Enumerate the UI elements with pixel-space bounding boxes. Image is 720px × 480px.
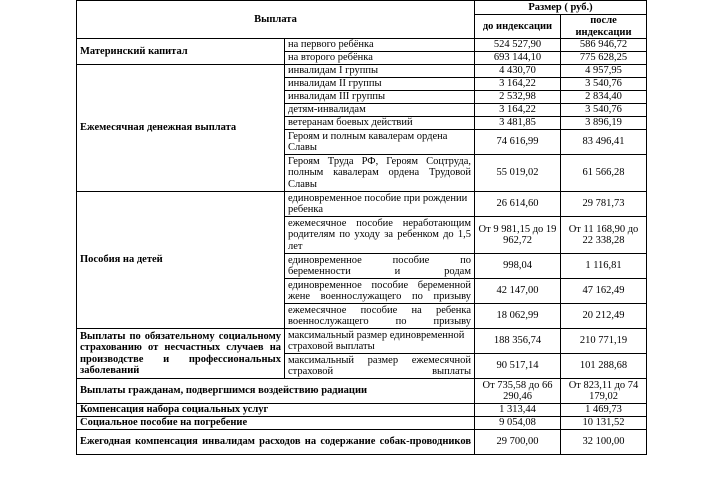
row-after: 1 116,81	[561, 254, 647, 279]
table-row	[77, 404, 647, 417]
row-after: 20 212,49	[561, 304, 647, 329]
row-label: единовременное пособие при рождении ребенка	[285, 192, 475, 217]
header-payment: Выплата	[77, 1, 475, 39]
row-after: 210 771,19	[561, 329, 647, 354]
row-label: Героям и полным кавалерам ордена Славы	[285, 130, 475, 155]
table-row	[77, 430, 647, 455]
row-after: 2 834,40	[561, 91, 647, 104]
row-after: 586 946,72	[561, 39, 647, 52]
payments-table	[76, 0, 647, 455]
table-row	[77, 65, 647, 78]
row-after: 61 566,28	[561, 155, 647, 192]
row-before: 188 356,74	[475, 329, 561, 354]
group-injury: Выплаты по обязательному социальному страхованию от несчастных случаев на производстве и профессиональных заболеваний	[77, 329, 285, 379]
row-before: 26 614,60	[475, 192, 561, 217]
header-before: до индексации	[475, 15, 561, 39]
row-before: 74 616,99	[475, 130, 561, 155]
row-label: максимальный размер ежемесячной страховой выплаты	[285, 354, 475, 379]
table-row	[77, 39, 647, 52]
row-after: 29 781,73	[561, 192, 647, 217]
table-row	[77, 192, 647, 217]
row-after: 4 957,95	[561, 65, 647, 78]
row-before: 9 054,08	[475, 417, 561, 430]
row-label: Героям Труда РФ, Героям Соцтруда, полным кавалерам ордена Трудовой Славы	[285, 155, 475, 192]
row-label: единовременное пособие по беременности и родам	[285, 254, 475, 279]
row-after: 1 469,73	[561, 404, 647, 417]
row-label: Ежегодная компенсация инвалидам расходов на содержание собак-проводников	[77, 430, 475, 455]
header-after: после индексации	[561, 15, 647, 39]
row-after: 10 131,52	[561, 417, 647, 430]
group-maternity: Материнский капитал	[77, 39, 285, 65]
row-label: единовременное пособие беременной жене военнослужащего по призыву	[285, 279, 475, 304]
row-before: 90 517,14	[475, 354, 561, 379]
header-size: Размер ( руб.)	[475, 1, 647, 15]
row-after: 3 896,19	[561, 117, 647, 130]
group-monthly: Ежемесячная денежная выплата	[77, 65, 285, 192]
row-label: Компенсация набора социальных услуг	[77, 404, 475, 417]
table-row	[77, 379, 647, 404]
row-label: максимальный размер единовременной страховой выплаты	[285, 329, 475, 354]
row-label: инвалидам I группы	[285, 65, 475, 78]
row-before: 693 144,10	[475, 52, 561, 65]
row-after: 3 540,76	[561, 104, 647, 117]
row-label: детям-инвалидам	[285, 104, 475, 117]
row-before: 55 019,02	[475, 155, 561, 192]
row-before: 2 532,98	[475, 91, 561, 104]
row-after: 775 628,25	[561, 52, 647, 65]
row-before: 29 700,00	[475, 430, 561, 455]
row-before: 3 164,22	[475, 78, 561, 91]
row-label: на второго ребёнка	[285, 52, 475, 65]
row-before: 3 481,85	[475, 117, 561, 130]
row-label: на первого ребёнка	[285, 39, 475, 52]
row-before: 18 062,99	[475, 304, 561, 329]
row-before: От 735,58 до 66 290,46	[475, 379, 561, 404]
row-after: От 823,11 до 74 179,02	[561, 379, 647, 404]
row-after: От 11 168,90 до 22 338,28	[561, 217, 647, 254]
row-label: ежемесячное пособие неработающим родителям по уходу за ребенком до 1,5 лет	[285, 217, 475, 254]
row-before: 4 430,70	[475, 65, 561, 78]
row-after: 83 496,41	[561, 130, 647, 155]
header-row	[77, 1, 647, 15]
row-label: ветеранам боевых действий	[285, 117, 475, 130]
row-before: 998,04	[475, 254, 561, 279]
table-row	[77, 329, 647, 354]
row-label: инвалидам II группы	[285, 78, 475, 91]
row-after: 3 540,76	[561, 78, 647, 91]
row-label: Социальное пособие на погребение	[77, 417, 475, 430]
table-row	[77, 417, 647, 430]
row-after: 101 288,68	[561, 354, 647, 379]
row-before: 1 313,44	[475, 404, 561, 417]
row-before: От 9 981,15 до 19 962,72	[475, 217, 561, 254]
group-children: Пособия на детей	[77, 192, 285, 329]
row-after: 47 162,49	[561, 279, 647, 304]
row-label: Выплаты гражданам, подвергшимся воздействию радиации	[77, 379, 475, 404]
row-before: 42 147,00	[475, 279, 561, 304]
row-after: 32 100,00	[561, 430, 647, 455]
row-label: инвалидам III группы	[285, 91, 475, 104]
row-label: ежемесячное пособие на ребенка военнослужащего по призыву	[285, 304, 475, 329]
row-before: 3 164,22	[475, 104, 561, 117]
row-before: 524 527,90	[475, 39, 561, 52]
